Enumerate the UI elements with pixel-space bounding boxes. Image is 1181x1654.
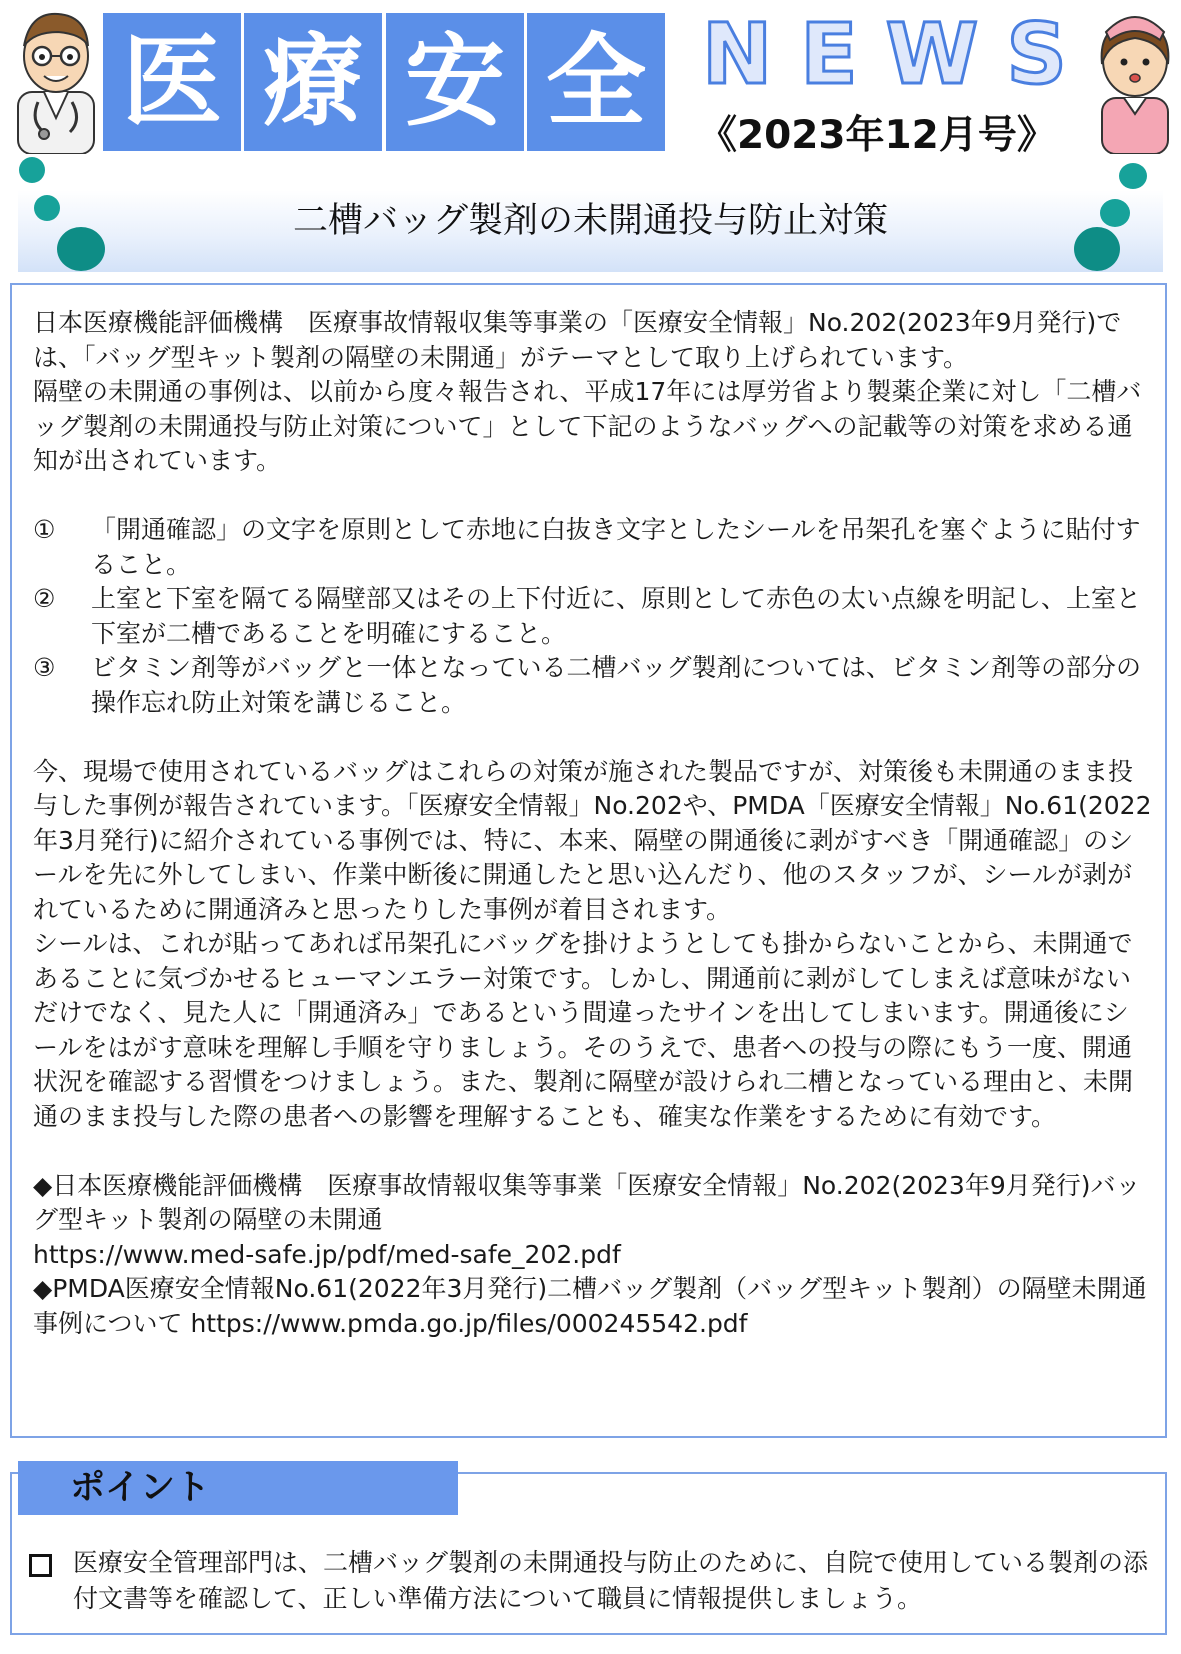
intro-paragraph: 日本医療機能評価機構 医療事故情報収集等事業の「医療安全情報」No.202(2023年9月発行)では、「バッグ型キット製剤の隔壁の未開通」がテーマとして取り上げられています。 — [33, 308, 1122, 372]
measure-text: 「開通確認」の文字を原則として赤地に白抜き文字としたシールを吊架孔を塞ぐように貼付すること。 — [91, 515, 1141, 579]
page-title: 二槽バッグ製剤の未開通投与防止対策 — [292, 201, 888, 241]
checkbox-icon — [29, 1554, 52, 1577]
decor-dot — [19, 157, 45, 183]
reference-pmda[interactable]: ◆PMDA医療安全情報No.61(2022年3月発行)二槽バッグ製剤（バッグ型キット製剤）の隔壁未開通事例について https://www.pmda.go.jp/files/000245542.pdf — [33, 1274, 1147, 1338]
reference-jcqhc: ◆日本医療機能評価機構 医療事故情報収集等事業「医療安全情報」No.202(2023年9月発行)バッグ型キット製剤の隔壁の未開通 — [33, 1170, 1141, 1234]
article-body — [33, 306, 1153, 1341]
measure-item — [33, 513, 1153, 582]
intro-paragraph: 隔壁の未開通の事例は、以前から度々報告され、平成17年には厚労省より製薬企業に対し「二槽バッグ製剤の未開通投与防止対策について」として下記のようなバッグへの記載等の対策を求める通知が出されています。 — [33, 377, 1142, 475]
measure-text: 上室と下室を隔てる隔壁部又はその上下付近に、原則として赤色の太い点線を明記し、上室と下室が二槽であることを明確にすること。 — [91, 584, 1142, 648]
doctor-avatar — [10, 6, 102, 154]
point-label: ポイント — [18, 1461, 458, 1515]
measure-number: ① — [33, 515, 56, 544]
body-paragraph: 今、現場で使用されているバッグはこれらの対策が施された製品ですが、対策後も未開通のまま投与した事例が報告されています。「医療安全情報」No.202や、PMDA「医療安全情報」No.61(2022年3月発行)に紹介されている事例では、特に、本来、隔壁の開通後に剥がすべき「開通確認」のシールを先に外してしまい、作業中断後に開通したと思い込んだり、他のスタッフが、シールが剥がれているために開通済みと思ったりした事例が着目されます。 — [33, 756, 1152, 924]
measure-number: ③ — [33, 653, 56, 682]
news-wordmark: NEWS — [702, 5, 1095, 103]
point-text: 医療安全管理部門は、二槽バッグ製剤の未開通投与防止のために、自院で使用している製剤の添付文書等を確認して、正しい準備方法について職員に情報提供しましょう。 — [73, 1548, 1149, 1613]
header-kanji-4: 全 — [527, 13, 665, 151]
header — [0, 0, 1181, 241]
body-paragraph: シールは、これが貼ってあれば吊架孔にバッグを掛けようとしても掛からないことから、未開通であることに気づかせるヒューマンエラー対策です。しかし、開通前に剥がしてしまえば意味がないだけでなく、見た人に「開通済み」であるという間違ったサインを出してしまいます。開通後にシールをはがす意味を理解し手順を守りましょう。そのうえで、患者への投与の際にもう一度、開通状況を確認する習慣をつけましょう。また、製剤に隔壁が設けられ二槽となっている理由と、未開通のまま投与した際の患者への影響を理解することも、確実な作業をするために有効です。 — [33, 929, 1134, 1131]
measure-item — [33, 651, 1153, 720]
header-kanji-3: 安 — [386, 13, 524, 151]
measure-item — [33, 582, 1153, 651]
issue-label: 《2023年12月号》 — [698, 113, 1056, 158]
header-kanji-1: 医 — [103, 13, 241, 151]
measure-number: ② — [33, 584, 56, 613]
header-kanji-2: 療 — [244, 13, 382, 151]
nurse-avatar — [1092, 2, 1178, 154]
decor-dot — [1119, 163, 1147, 189]
reference-link-med-safe[interactable]: https://www.med-safe.jp/pdf/med-safe_202.pdf — [33, 1239, 621, 1269]
measure-text: ビタミン剤等がバッグと一体となっている二槽バッグ製剤については、ビタミン剤等の部分の操作忘れ防止対策を講じること。 — [91, 653, 1142, 717]
